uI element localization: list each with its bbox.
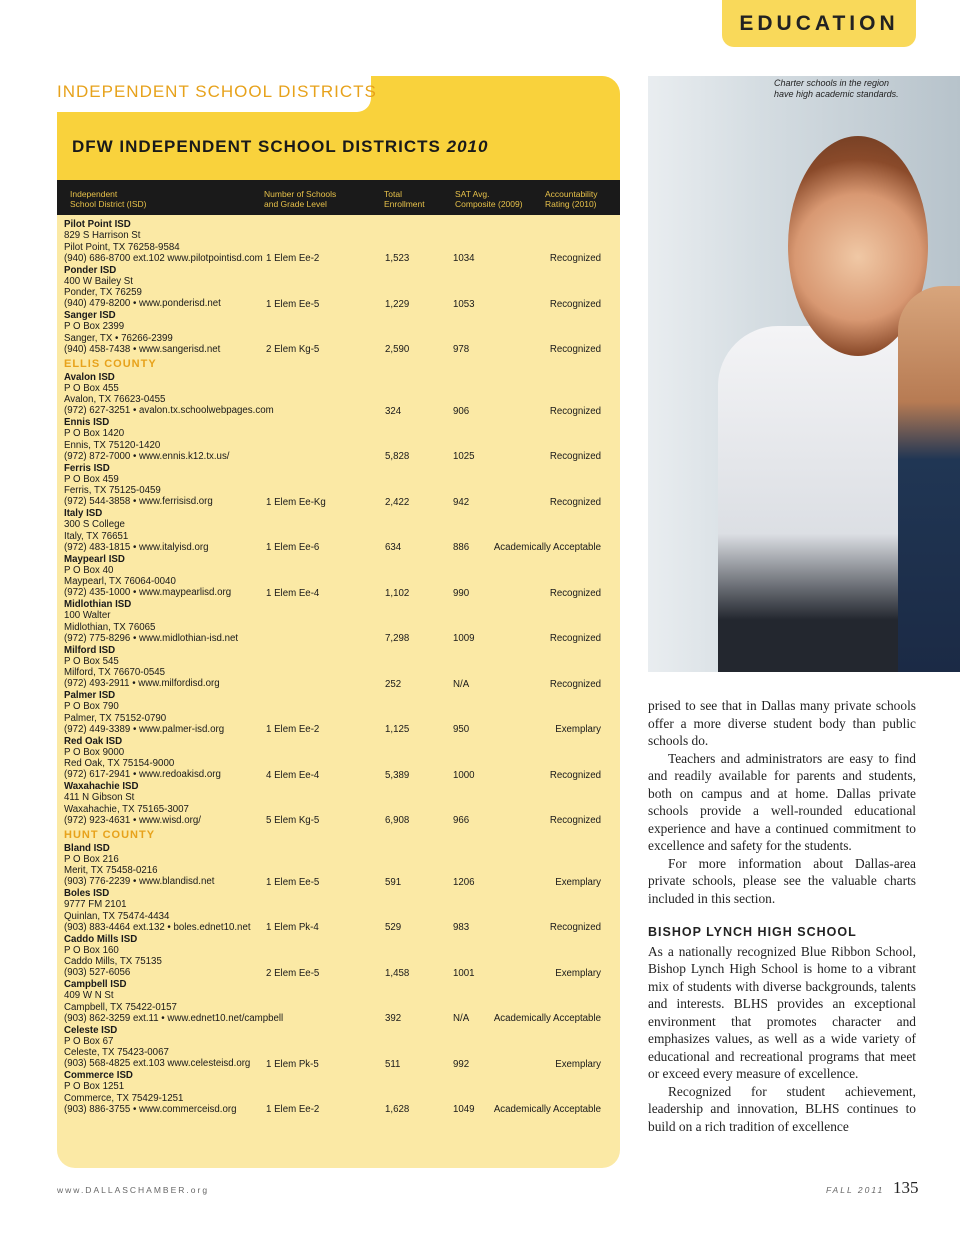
district-contact: (972) 435-1000 • www.maypearlisd.org (64, 587, 232, 599)
header-grade: Number of Schools and Grade Level (264, 189, 337, 209)
district-contact: (903) 862-3259 ext.11 • www.ednet10.net/campbell (64, 1012, 284, 1024)
grade-level: 1 Elem Ee-2 (266, 1104, 320, 1115)
district-name: Palmer ISD (64, 690, 116, 701)
district-contact: (972) 483-1815 • www.italyisd.org (64, 541, 209, 553)
district-name: Ponder ISD (64, 264, 117, 276)
district-contact: (972) 493-2911 • www.milfordisd.org (64, 678, 220, 690)
district-name: Caddo Mills ISD (64, 933, 138, 945)
enrollment: 5,828 (385, 451, 410, 462)
district-name: Campbell ISD (64, 979, 127, 990)
table-row (64, 781, 604, 827)
table-row (64, 736, 604, 782)
district-address: P O Box 40 (64, 564, 114, 576)
enrollment: 511 (385, 1058, 401, 1070)
district-name: Maypearl ISD (64, 553, 125, 565)
enrollment: 392 (385, 1013, 402, 1024)
section-title: INDEPENDENT SCHOOL DISTRICTS (57, 82, 377, 101)
page-number: 135 (893, 1178, 919, 1197)
table-row (64, 645, 604, 691)
table-row (64, 979, 604, 1025)
table-row (64, 310, 604, 356)
sat-composite: 983 (453, 922, 470, 933)
district-city: Waxahachie, TX 75165-3007 (64, 803, 189, 815)
grade-level: 1 Elem Ee-5 (266, 876, 320, 888)
table-row (64, 219, 604, 265)
table-row (64, 690, 604, 736)
sat-composite: 1049 (453, 1104, 475, 1115)
district-city: Avalon, TX 76623-0455 (64, 394, 166, 406)
district-name: Milford ISD (64, 644, 116, 656)
table-row (64, 1070, 604, 1116)
district-name: Avalon ISD (64, 371, 115, 383)
accountability-rating: Exemplary (555, 967, 601, 979)
sat-composite: 1025 (453, 451, 475, 462)
county-heading-hunt: HUNT COUNTY (64, 828, 156, 841)
accountability-rating: Academically Acceptable (493, 1013, 601, 1024)
district-contact: (940) 479-8200 • www.ponderisd.net (64, 298, 221, 310)
district-city: Ennis, TX 75120-1420 (64, 439, 161, 451)
accountability-rating: Recognized (549, 922, 601, 933)
enrollment: 2,590 (385, 344, 410, 355)
district-address: P O Box 455 (64, 382, 119, 394)
student-figure (898, 286, 960, 672)
article-paragraph: Teachers and administrators are easy to find and readily available for parents and students, both on campus and at home. Dallas private schools provide a well-rounded educational experience and have a continued commitment to excellence and safety for the students. (648, 750, 916, 853)
district-contact: (972) 449-3389 • www.palmer-isd.org (64, 723, 225, 735)
sat-composite: 1001 (453, 967, 475, 979)
table-row (64, 934, 604, 980)
district-address: 409 W N St (64, 990, 114, 1002)
sat-composite: N/A (453, 1013, 470, 1024)
accountability-rating: Exemplary (555, 724, 601, 735)
district-city: Caddo Mills, TX 75135 (64, 956, 162, 968)
accountability-rating: Recognized (549, 633, 601, 644)
table-row (64, 599, 604, 645)
district-contact: (940) 458-7438 • www.sangerisd.net (64, 343, 221, 355)
district-name: Ferris ISD (64, 462, 110, 474)
enrollment: 1,229 (385, 298, 410, 310)
district-name: Waxahachie ISD (64, 781, 139, 792)
district-contact: (903) 527-6056 (64, 967, 131, 979)
district-contact: (972) 872-7000 • www.ennis.k12.tx.us/ (64, 450, 230, 462)
sat-composite: N/A (453, 678, 470, 690)
district-contact: (972) 923-4631 • www.wisd.org/ (64, 814, 201, 826)
accountability-rating: Recognized (549, 769, 601, 781)
accountability-rating: Recognized (549, 815, 601, 826)
grade-level: 4 Elem Ee-4 (266, 769, 320, 781)
district-address: 300 S College (64, 519, 125, 531)
section-tab: EDUCATION (722, 0, 916, 47)
sat-composite: 1053 (453, 298, 475, 310)
accountability-rating: Recognized (549, 451, 601, 462)
table-row (64, 508, 604, 554)
grade-level: 1 Elem Ee-2 (266, 724, 320, 735)
article-paragraph: Recognized for student achievement, leadership and innovation, BLHS continues to build on a rich tradition of excellence (648, 1083, 916, 1134)
district-address: P O Box 790 (64, 701, 119, 713)
sat-composite: 992 (453, 1058, 470, 1070)
accountability-rating: Recognized (549, 298, 601, 310)
district-city: Ponder, TX 76259 (64, 287, 142, 299)
grade-level: 1 Elem Ee-2 (266, 253, 320, 264)
district-city: Palmer, TX 75152-0790 (64, 712, 167, 724)
county-heading-ellis: ELLIS COUNTY (64, 357, 157, 370)
table-year: 2010 (446, 137, 489, 156)
district-name: Italy ISD (64, 508, 103, 519)
table-row (64, 372, 604, 418)
district-city: Campbell, TX 75422-0157 (64, 1001, 177, 1013)
table-row (64, 843, 604, 889)
footer-website: www.DALLASCHAMBER.org (57, 1185, 210, 1195)
district-city: Commerce, TX 75429-1251 (64, 1092, 184, 1104)
enrollment: 252 (385, 678, 402, 690)
sat-composite: 906 (453, 405, 470, 417)
district-name: Boles ISD (64, 888, 110, 899)
district-name: Sanger ISD (64, 310, 116, 321)
article-heading: BISHOP LYNCH HIGH SCHOOL (648, 925, 857, 939)
district-address: P O Box 160 (64, 944, 119, 956)
grade-level: 1 Elem Ee-Kg (266, 496, 326, 508)
district-city: Red Oak, TX 75154-9000 (64, 758, 175, 770)
district-contact: (972) 617-2941 • www.redoakisd.org (64, 769, 221, 781)
grade-level: 2 Elem Ee-5 (266, 967, 320, 979)
enrollment: 1,458 (385, 967, 410, 979)
accountability-rating: Recognized (549, 253, 601, 264)
district-address: P O Box 9000 (64, 746, 125, 758)
district-contact: (903) 776-2239 • www.blandisd.net (64, 876, 215, 888)
accountability-rating: Academically Acceptable (493, 1104, 601, 1115)
header-enrollment: Total Enrollment (384, 189, 425, 209)
district-address: 100 Walter (64, 610, 111, 622)
district-address: P O Box 216 (64, 853, 119, 865)
enrollment: 5,389 (385, 769, 410, 781)
header-isd: Independent School District (ISD) (70, 189, 147, 209)
district-name: Commerce ISD (64, 1070, 133, 1081)
sat-composite: 978 (453, 344, 470, 355)
district-city: Italy, TX 76651 (64, 530, 129, 542)
district-city: Ferris, TX 75125-0459 (64, 485, 161, 497)
accountability-rating: Exemplary (555, 876, 601, 888)
district-address: P O Box 67 (64, 1035, 114, 1047)
district-address: 9777 FM 2101 (64, 899, 127, 911)
photo-caption: Charter schools in the region have high academic standards. (774, 78, 899, 99)
district-address: 400 W Bailey St (64, 275, 133, 287)
district-contact: (972) 544-3858 • www.ferrisisd.org (64, 496, 213, 508)
district-address: P O Box 1420 (64, 428, 125, 440)
sat-composite: 1000 (453, 769, 475, 781)
grade-level: 1 Elem Ee-4 (266, 587, 320, 599)
enrollment: 6,908 (385, 815, 410, 826)
enrollment: 1,102 (385, 587, 410, 599)
header-rating: Accountability Rating (2010) (545, 189, 598, 209)
table-row (64, 463, 604, 509)
sat-composite: 950 (453, 724, 470, 735)
grade-level: 1 Elem Pk-4 (266, 922, 319, 933)
lead-entries (64, 219, 604, 356)
enrollment: 324 (385, 405, 402, 417)
sat-composite: 942 (453, 496, 470, 508)
district-address: 411 N Gibson St (64, 792, 135, 804)
enrollment: 1,125 (385, 724, 410, 735)
enrollment: 634 (385, 542, 402, 553)
accountability-rating: Recognized (549, 587, 601, 599)
district-name: Red Oak ISD (64, 735, 123, 747)
table-title: DFW INDEPENDENT SCHOOL DISTRICTS 2010 (72, 137, 489, 156)
teacher-photo (648, 76, 960, 672)
district-city: Sanger, TX • 76266-2399 (64, 332, 173, 344)
accountability-rating: Academically Acceptable (493, 542, 601, 553)
district-address: P O Box 2399 (64, 321, 125, 333)
accountability-rating: Recognized (549, 405, 601, 417)
district-name: Pilot Point ISD (64, 219, 131, 230)
grade-level: 2 Elem Kg-5 (266, 344, 320, 355)
district-city: Pilot Point, TX 76258-9584 (64, 241, 180, 253)
sat-composite: 990 (453, 587, 470, 599)
grade-level: 1 Elem Ee-5 (266, 298, 320, 310)
district-contact: (903) 883-4464 ext.132 • boles.ednet10.net (64, 921, 251, 933)
accountability-rating: Recognized (549, 678, 601, 690)
accountability-rating: Exemplary (555, 1058, 601, 1070)
enrollment: 2,422 (385, 496, 410, 508)
footer-issue: FALL 2011 (826, 1185, 885, 1195)
accountability-rating: Recognized (549, 344, 601, 355)
enrollment: 1,523 (385, 253, 410, 264)
header-sat: SAT Avg. Composite (2009) (455, 189, 523, 209)
district-city: Maypearl, TX 76064-0040 (64, 576, 176, 588)
district-name: Celeste ISD (64, 1024, 118, 1036)
sat-composite: 1034 (453, 253, 475, 264)
article-body (648, 697, 916, 1135)
district-contact: (903) 886-3755 • www.commerceisd.org (64, 1103, 237, 1115)
district-contact: (940) 686-8700 ext.102 www.pilotpointisd.com (64, 252, 263, 264)
grade-level: 1 Elem Pk-5 (266, 1058, 319, 1070)
article-paragraph: prised to see that in Dallas many private schools offer a more diverse student body than public schools do. (648, 698, 916, 748)
ellis-entries (64, 372, 604, 827)
district-contact: (903) 568-4825 ext.103 www.celesteisd.org (64, 1058, 251, 1070)
district-name: Bland ISD (64, 842, 110, 854)
district-city: Midlothian, TX 76065 (64, 621, 156, 633)
district-city: Celeste, TX 75423-0067 (64, 1047, 169, 1059)
sat-composite: 1009 (453, 633, 475, 644)
enrollment: 1,628 (385, 1104, 410, 1115)
district-contact: (972) 775-8296 • www.midlothian-isd.net (64, 632, 239, 644)
district-address: 829 S Harrison St (64, 230, 141, 242)
district-city: Merit, TX 75458-0216 (64, 865, 158, 877)
table-row (64, 265, 604, 311)
enrollment: 529 (385, 922, 402, 933)
enrollment: 591 (385, 876, 402, 888)
article-paragraph: As a nationally recognized Blue Ribbon School, Bishop Lynch High School is home to a vibrant mix of students with diverse backgrounds, talents and interests. BLHS provides an exceptional environment that promotes character and emphasizes values, as well as a wide variety of educational and recreational programs that meet or exceed every measure of excellence. (648, 943, 916, 1081)
table-row (64, 554, 604, 600)
district-address: P O Box 459 (64, 473, 119, 485)
table-row (64, 1025, 604, 1071)
hunt-entries (64, 843, 604, 1116)
grade-level: 1 Elem Ee-6 (266, 542, 320, 553)
article-paragraph: For more information about Dallas-area private schools, please see the valuable charts included in this section. (648, 855, 916, 906)
district-city: Quinlan, TX 75474-4434 (64, 910, 170, 922)
district-address: P O Box 545 (64, 655, 119, 667)
district-name: Ennis ISD (64, 417, 110, 428)
district-contact: (972) 627-3251 • avalon.tx.schoolwebpages.com (64, 405, 274, 417)
accountability-rating: Recognized (549, 496, 601, 508)
table-row (64, 417, 604, 463)
sat-composite: 886 (453, 542, 470, 553)
district-city: Milford, TX 76670-0545 (64, 667, 166, 679)
enrollment: 7,298 (385, 633, 410, 644)
district-name: Midlothian ISD (64, 599, 132, 610)
district-address: P O Box 1251 (64, 1081, 125, 1093)
sat-composite: 966 (453, 815, 470, 826)
sat-composite: 1206 (453, 876, 475, 888)
table-rows (64, 219, 604, 1116)
grade-level: 5 Elem Kg-5 (266, 815, 320, 826)
table-row (64, 888, 604, 934)
